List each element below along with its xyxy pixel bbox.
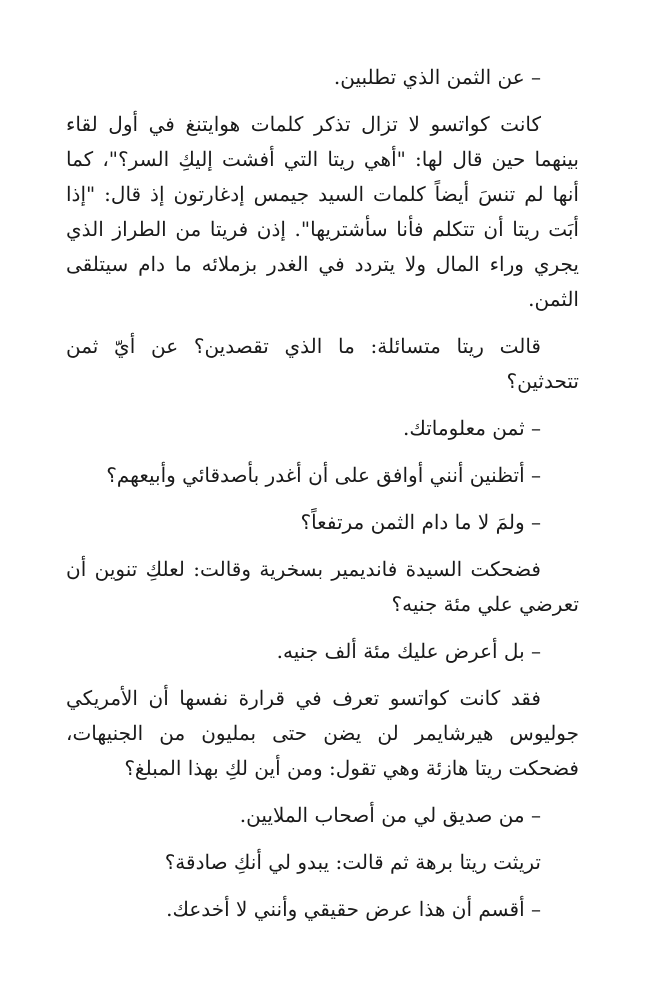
dialogue-line: – من صديق لي من أصحاب الملايين. bbox=[239, 803, 541, 827]
dialogue-line: – أقسم أن هذا عرض حقيقي وأنني لا أخدعك. bbox=[166, 897, 541, 921]
dialogue-line: – بل أعرض عليك مئة ألف جنيه. bbox=[276, 639, 541, 663]
narrative-paragraph: كانت كواتسو لا تزال تذكر كلمات هوايتنغ في أول لقاء بينهما حين قال لها: "أهي ريتا التي أفشت إليكِ السر؟"، كما أنها لم تنسَ أيضاً كلمات السيد جيمس إدغارتون إذ قال: "إذا أبَت ريتا أن تتكلم فأنا سأشتريها". إذن فريتا من الطراز الذي يجري وراء المال ولا يتردد في الغدر بزملائه ما دام سيتلقى الثمن. bbox=[66, 112, 579, 311]
narrative-paragraph: فقد كانت كواتسو تعرف في قرارة نفسها أن الأمريكي جوليوس هيرشايمر لن يضن حتى بمليون من الجنيهات، فضحكت ريتا هازئة وهي تقول: ومن أين لكِ بهذا المبلغ؟ bbox=[66, 686, 579, 780]
dialogue-line: – عن الثمن الذي تطلبين. bbox=[333, 65, 541, 89]
narrative-paragraph: تريثت ريتا برهة ثم قالت: يبدو لي أنكِ صادقة؟ bbox=[164, 850, 541, 874]
dialogue-line: – ثمن معلوماتك. bbox=[403, 416, 541, 440]
dialogue-line: – ولمَ لا ما دام الثمن مرتفعاً؟ bbox=[300, 510, 541, 534]
dialogue-line: – أتظنين أنني أوافق على أن أغدر بأصدقائي وأبيعهم؟ bbox=[106, 463, 541, 487]
narrative-paragraph: فضحكت السيدة فانديمير بسخرية وقالت: لعلكِ تنوين أن تعرضي علي مئة جنيه؟ bbox=[66, 557, 579, 616]
narrative-paragraph: قالت ريتا متسائلة: ما الذي تقصدين؟ عن أيّ ثمن تتحدثين؟ bbox=[66, 334, 579, 393]
